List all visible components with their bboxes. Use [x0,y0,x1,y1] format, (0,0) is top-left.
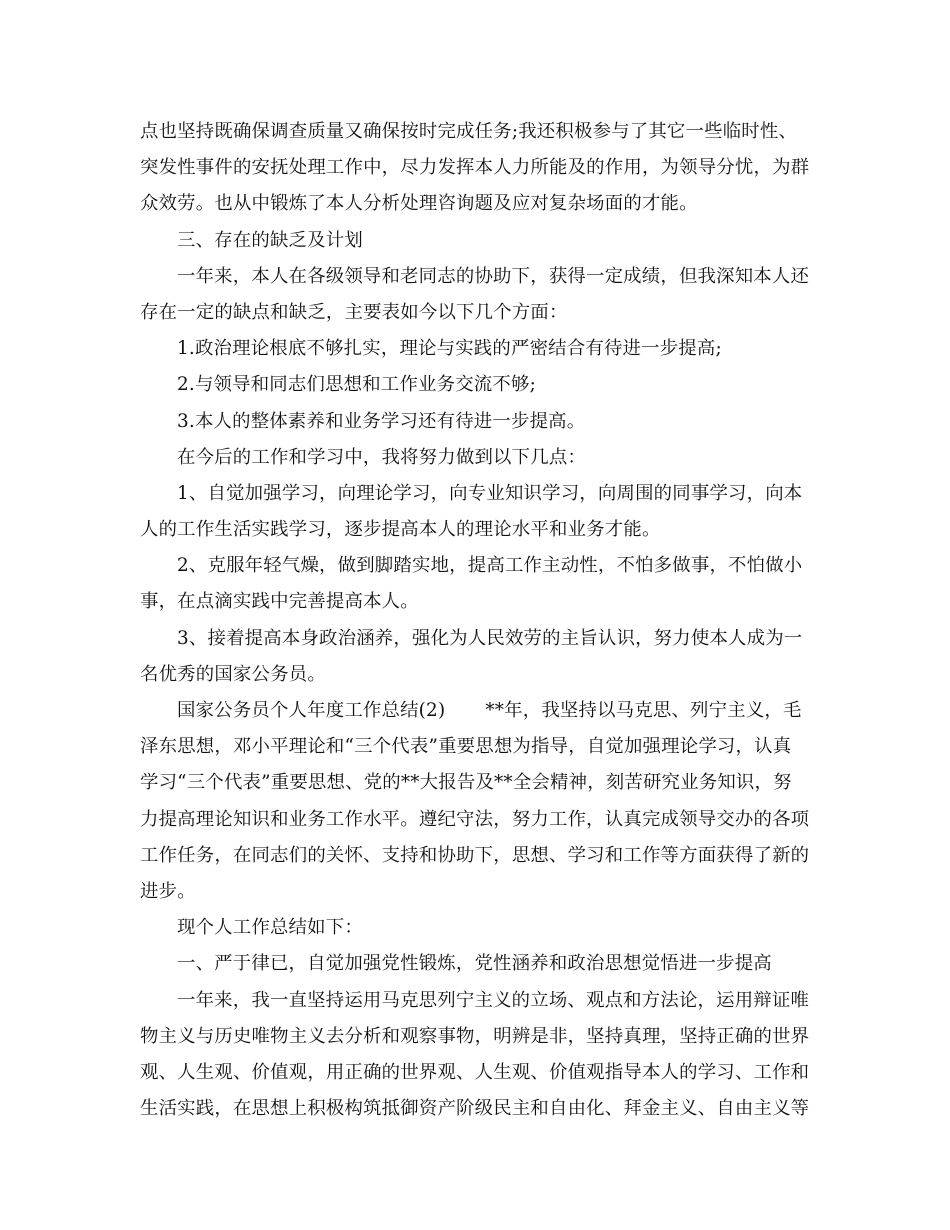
section-heading: 三、存在的缺乏及计划 [177,229,363,251]
text-line: 泽东思想，邓小平理论和“三个代表”重要思想为指导，自觉加强理论学习，认真 [140,736,792,758]
text-line: 名优秀的国家公务员。 [140,663,326,685]
text-line: 事，在点滴实践中完善提高本人。 [140,591,419,613]
text-line: 在今后的工作和学习中，我将努力做到以下几点： [177,446,586,468]
list-item: 2.与领导和同志们思想和工作业务交流不够; [177,374,536,396]
text-line: 力提高理论知识和业务工作水平。遵纪守法，努力工作，认真完成领导交办的各项 [140,808,810,830]
list-item: 3.本人的整体素养和业务学习还有待进一步提高。 [177,410,586,432]
text-line: 一年来，我一直坚持运用马克思列宁主义的立场、观点和方法论，运用辩证唯 [177,989,810,1011]
text-line: 突发性事件的安抚处理工作中，尽力发挥本人力所能及的作用，为领导分忧，为群 [140,157,810,179]
list-item: 1.政治理论根底不够扎实，理论与实践的严密结合有待进一步提高; [177,338,722,360]
text-line: 点也坚持既确保调查质量又确保按时完成任务;我还积极参与了其它一些临时性、 [140,121,798,142]
document-page [140,114,812,1127]
text-line: 现个人工作总结如下： [177,917,363,939]
list-item: 3、接着提高本身政治涵养，强化为人民效劳的主旨认识，努力使本人成为一 [177,627,803,649]
text-line: 众效劳。也从中锻炼了本人分析处理咨询题及应对复杂场面的才能。 [140,193,698,215]
text-line: 观、人生观、价值观，用正确的世界观、人生观、价值观指导本人的学习、工作和 [140,1061,810,1083]
text-line: 物主义与历史唯物主义去分析和观察事物，明辨是非，坚持真理，坚持正确的世界 [140,1025,810,1047]
document-title-line [140,693,812,729]
text-segment: **年，我坚持以马克思、列宁主义，毛 [485,700,802,721]
text-line: 进步。 [140,880,196,902]
list-item: 1、自觉加强学习，向理论学习，向专业知识学习，向周围的同事学习，向本 [177,482,803,504]
text-line: 一年来，本人在各级领导和老同志的协助下，获得一定成绩，但我深知本人还 [177,265,810,287]
text-line: 学习“三个代表”重要思想、党的**大报告及**全会精神，刻苦研究业务知识，努 [140,772,792,794]
text-line: 存在一定的缺点和缺乏，主要表如今以下几个方面： [140,301,568,323]
list-item: 2、克服年轻气燥，做到脚踏实地，提高工作主动性，不怕多做事，不怕做小 [177,555,803,577]
document-subtitle: 国家公务员个人年度工作总结(2) [177,700,446,721]
text-line: 工作任务，在同志们的关怀、支持和协助下，思想、学习和工作等方面获得了新的 [140,844,810,866]
text-line: 人的工作生活实践学习，逐步提高本人的理论水平和业务才能。 [140,519,661,541]
section-heading: 一、严于律已，自觉加强党性锻炼，党性涵养和政治思想觉悟进一步提高 [177,953,772,975]
text-line: 生活实践，在思想上积极构筑抵御资产阶级民主和自由化、拜金主义、自由主义等 [140,1098,810,1120]
